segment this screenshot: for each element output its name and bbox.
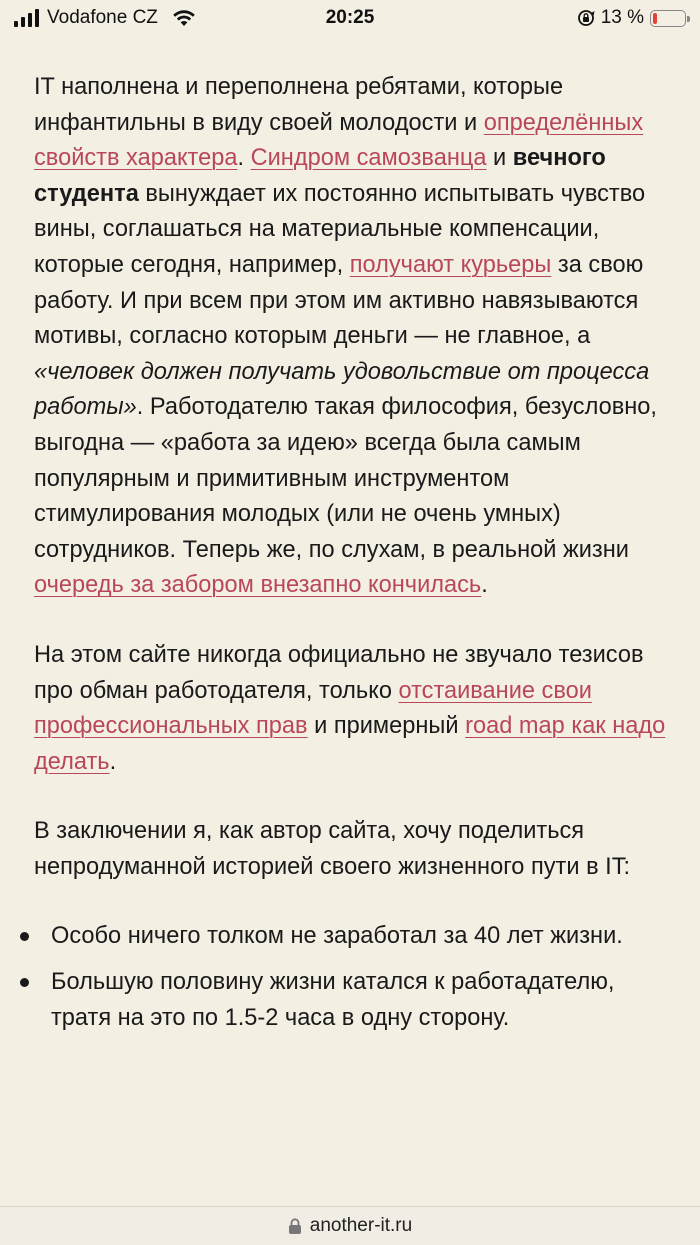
text-segment: . Работодателю такая философия, безусловно, выгодна — «работа за идею» всегда была самым популярным и примитивным инструментом стимулирования молодых (или не очень умных) сотрудников. Теперь же, по слухам, в реальной жизни xyxy=(34,394,657,563)
url-domain[interactable]: another-it.ru xyxy=(309,1215,413,1236)
link-professional-rights[interactable]: отстаивание свои профессиональных прав xyxy=(34,677,592,740)
link-couriers-earn[interactable]: получают курьеры xyxy=(349,251,552,278)
orientation-lock-icon xyxy=(577,9,595,27)
link-impostor-syndrome[interactable]: Синдром самозванца xyxy=(250,145,487,172)
italic-quote: «человек должен получать удовольствие от процесса работы» xyxy=(34,358,650,421)
battery-fill xyxy=(653,13,657,24)
list-item: Большую половину жизни катался к работадателю, тратя на это по 1.5-2 часа в одну сторону. xyxy=(20,965,674,1036)
link-character-traits[interactable]: определённых свойств характера xyxy=(34,109,644,172)
text-segment: . xyxy=(481,572,488,599)
battery-icon xyxy=(650,10,686,27)
status-time: 20:25 xyxy=(325,7,375,28)
lock-icon xyxy=(288,1218,302,1234)
wifi-icon xyxy=(172,9,196,27)
paragraph-site-thesis xyxy=(34,638,674,780)
text-segment: . xyxy=(237,145,251,172)
battery-percent: 13 % xyxy=(600,7,644,28)
text-segment: вынуждает их постоянно испытывать чувство вины, соглашаться на материальные компенсации, которые сегодня, например, xyxy=(34,180,646,278)
text-segment: и xyxy=(486,145,513,172)
text-segment: и примерный xyxy=(307,713,466,740)
list-item: Особо ничего толком не заработал за 40 лет жизни. xyxy=(20,919,674,955)
link-road-map[interactable]: road map как надо делать xyxy=(34,713,666,775)
status-left xyxy=(14,7,196,29)
carrier-name: Vodafone CZ xyxy=(47,7,158,28)
text-segment: IT наполнена и переполнена ребятами, которые инфантильны в виду своей молодости и xyxy=(34,74,564,136)
bold-eternal-student: вечного студента xyxy=(34,145,606,207)
paragraph-conclusion: В заключении я, как автор сайта, хочу поделиться непродуманной историей своего жизненного пути в IT: xyxy=(34,818,631,880)
article-content xyxy=(34,70,674,1046)
cellular-signal-icon xyxy=(14,9,39,27)
address-bar[interactable] xyxy=(0,1206,700,1245)
text-segment: На этом сайте никогда официально не звучало тезисов про обман работодателя, только xyxy=(34,641,644,704)
bullet-list xyxy=(20,919,674,1036)
link-queue-ended[interactable]: очередь за забором внезапно кончилась xyxy=(34,572,482,599)
status-right xyxy=(577,7,686,29)
text-segment: . xyxy=(109,748,117,775)
status-bar xyxy=(0,0,700,40)
paragraph-infantile xyxy=(34,70,674,604)
text-segment: за свою работу. И при всем при этом им активно навязываются мотивы, согласно которым деньги — не главное, а xyxy=(34,251,644,350)
